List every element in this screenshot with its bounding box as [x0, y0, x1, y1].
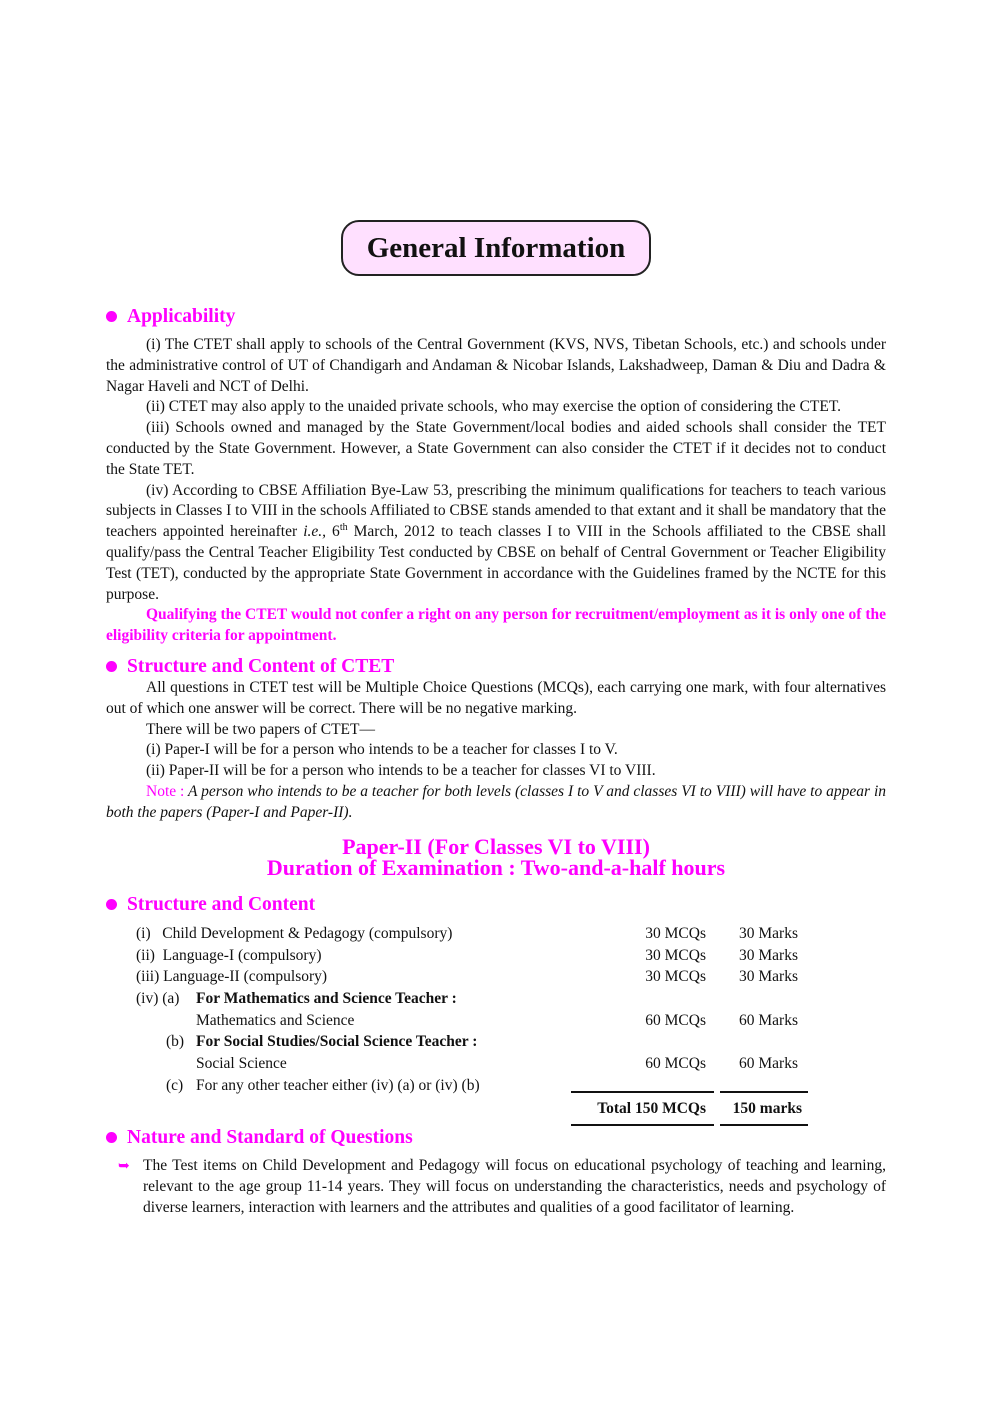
row-label: (i) Child Development & Pedagogy (compulsory) [136, 925, 453, 942]
row-text: For any other teacher either (iv) (a) or (iv) (b) [196, 1077, 480, 1094]
paragraph: (iii) Schools owned and managed by the State Government/local bodies and aided schools shall consider the TET conducted by the State Government. However, a State Government can also consider the CTET if it decides not to conduct the State TET. [106, 419, 886, 478]
row-label: (c) [166, 1077, 184, 1094]
bullet-icon [106, 661, 117, 672]
row-mcq: 30 MCQs [645, 947, 706, 964]
highlight-note: Qualifying the CTET would not confer a right on any person for recruitment/employment as it is only one of the eligibility criteria for appointment. [106, 606, 886, 645]
table-row [136, 1031, 816, 1052]
row-label: (iv) (a) [136, 990, 180, 1007]
total-marks: 150 marks [732, 1100, 802, 1117]
row-marks: 30 Marks [739, 925, 798, 942]
row-subheading: For Social Studies/Social Science Teacher : [196, 1033, 478, 1050]
paper2-title: Paper-II (For Classes VI to VIII) [342, 834, 650, 859]
table-row [136, 1053, 816, 1074]
note [106, 782, 886, 824]
row-label: (b) [166, 1033, 185, 1050]
divider [720, 1124, 808, 1126]
divider [571, 1124, 714, 1126]
paragraph: (i) The CTET shall apply to schools of the Central Government (KVS, NVS, Tibetan Schools, etc.) and schools under the administrative control of UT of Chandigarh and Andaman & Nicobar Islands, Lakshadweep, Daman & Diu and Dadra & Nagar Haveli and NCT of Delhi. [106, 336, 886, 395]
section-heading-applicability [106, 305, 886, 329]
structure-ctet-body [106, 678, 886, 824]
paragraph: (i) Paper-I will be for a person who intends to be a teacher for classes I to V. [146, 741, 618, 759]
row-marks: 30 Marks [739, 968, 798, 985]
divider [720, 1091, 808, 1093]
text: 6 [326, 523, 340, 541]
bullet-icon [106, 1132, 117, 1143]
row-mcq: 60 MCQs [645, 1012, 706, 1029]
paragraph: (ii) CTET may also apply to the unaided private schools, who may exercise the option of considering the CTET. [146, 398, 842, 416]
total-mcq: Total 150 MCQs [597, 1100, 706, 1117]
row-marks: 60 Marks [739, 1055, 798, 1072]
note-label: Note : [146, 782, 185, 800]
table-row [136, 923, 816, 944]
row-mcq: 30 MCQs [645, 925, 706, 942]
section-heading-structure-ctet [106, 655, 394, 679]
heading-text: Applicability [127, 306, 236, 327]
row-label: Social Science [196, 1055, 287, 1072]
row-marks: 30 Marks [739, 947, 798, 964]
text: th [339, 522, 348, 534]
applicability-body [106, 335, 886, 647]
paragraph [106, 481, 886, 606]
paper2-duration: Duration of Examination : Two-and-a-half hours [266, 855, 726, 880]
table-row [136, 945, 816, 966]
row-subheading: For Mathematics and Science Teacher : [196, 990, 457, 1007]
row-label: (ii) Language-I (compulsory) [136, 947, 322, 964]
heading-text: Structure and Content of CTET [127, 656, 395, 677]
row-mcq: 60 MCQs [645, 1055, 706, 1072]
section-heading-nature [106, 1126, 413, 1150]
row-label: Mathematics and Science [196, 1012, 355, 1029]
section-heading-structure-content [106, 893, 315, 917]
text: i.e., [303, 523, 326, 541]
row-label: (iii) Language-II (compulsory) [136, 968, 328, 985]
arrow-bullet-icon: ➥ [118, 1159, 130, 1174]
text: March, 2012 to teach classes I to VIII in the Schools affiliated to the CBSE shall qualify/pass the Central Teacher Eligibility Test conducted by CBSE on behalf of Central Government or Teacher Eligibility Test (TET), conducted by the appropriate State Government in accordance with the Guidelines framed by the NCTE for this purpose. [106, 523, 887, 603]
page-title: General Information [341, 220, 651, 276]
heading-text: Nature and Standard of Questions [127, 1127, 413, 1148]
paragraph: (ii) Paper-II will be for a person who intends to be a teacher for classes VI to VIII. [146, 762, 656, 780]
divider [571, 1091, 714, 1093]
note-text: A person who intends to be a teacher for both levels (classes I to V and classes VI to VIII) will have to appear in both the papers (Paper-I and Paper-II). [106, 782, 887, 821]
paragraph: There will be two papers of CTET— [146, 720, 375, 738]
bullet-icon [106, 311, 117, 322]
text: (iv) According to CBSE Affiliation Bye-Law 53, prescribing the minimum qualifications for teachers to teach various subjects in Classes I to VIII in the schools Affiliated to CBSE stands amended to that extant and it shall be mandatory that the teachers appointed hereinafter [106, 481, 886, 541]
table-row [136, 1075, 816, 1096]
nature-body [143, 1156, 886, 1218]
table-row [136, 1010, 816, 1031]
table-row [136, 988, 816, 1009]
heading-text: Structure and Content [127, 894, 316, 915]
bullet-icon [106, 899, 117, 910]
paragraph: All questions in CTET test will be Multiple Choice Questions (MCQs), each carrying one mark, with four alternatives out of which one answer will be correct. There will be no negative marking. [106, 679, 886, 717]
row-mcq: 30 MCQs [645, 968, 706, 985]
table-row [136, 966, 816, 987]
row-marks: 60 Marks [739, 1012, 798, 1029]
paragraph: The Test items on Child Development and Pedagogy will focus on educational psychology of teaching and learning, relevant to the age group 11-14 years. They will focus on understanding the characteristics, needs and psychology of diverse learners, interaction with learners and the attributes and qualities of a good facilitator of learning. [143, 1157, 886, 1216]
